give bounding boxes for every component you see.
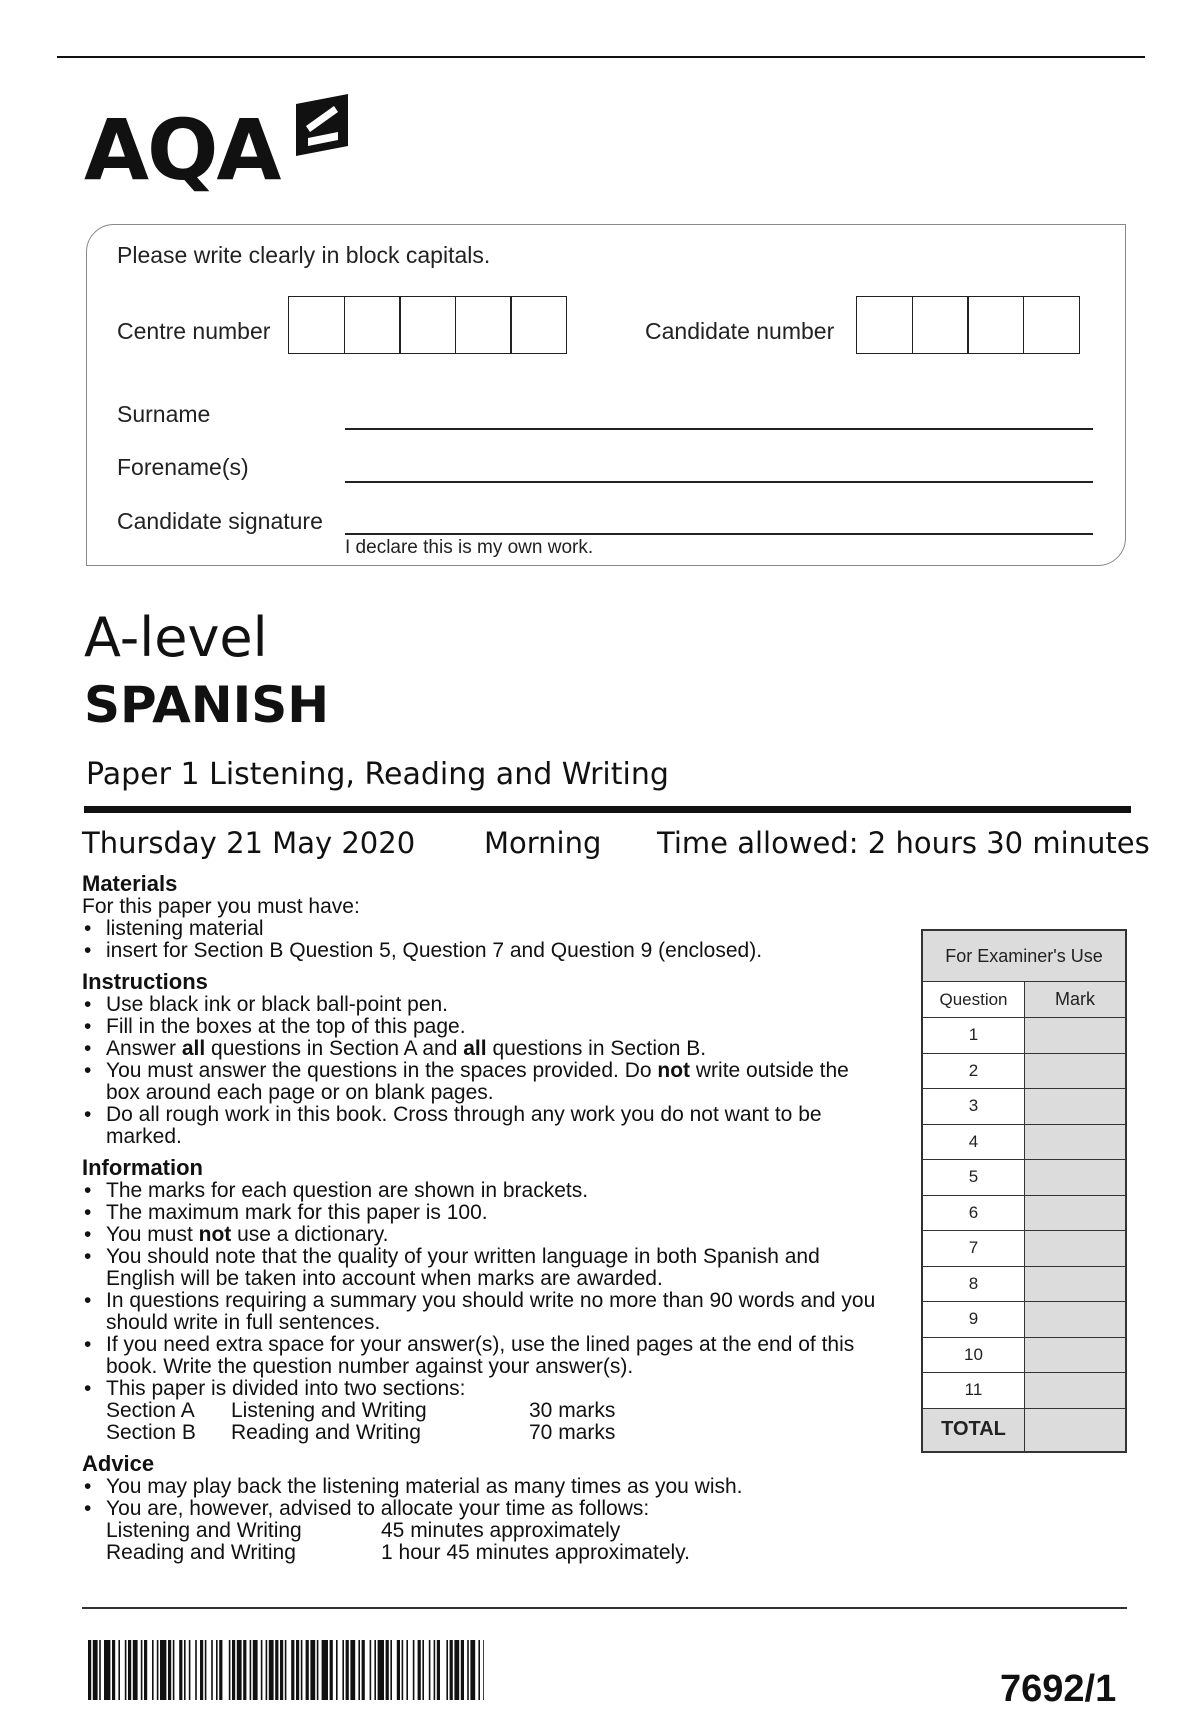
emphasis: all bbox=[181, 1037, 206, 1060]
section-title: Listening and Writing bbox=[231, 1399, 427, 1422]
advice-heading: Advice bbox=[82, 1451, 155, 1476]
total-mark-cell[interactable] bbox=[1025, 1409, 1125, 1451]
mark-cell[interactable] bbox=[1025, 1302, 1125, 1337]
timing-part: Listening and Writing bbox=[106, 1519, 302, 1542]
text-run: You must bbox=[106, 1223, 199, 1246]
question-number: 2 bbox=[923, 1054, 1025, 1089]
table-row bbox=[923, 1160, 1125, 1196]
text-run: questions in Section B. bbox=[486, 1037, 707, 1060]
candidate-number-cell[interactable] bbox=[856, 296, 913, 354]
section-marks: 70 marks bbox=[529, 1421, 616, 1444]
table-row bbox=[923, 1373, 1125, 1409]
table-row bbox=[923, 1089, 1125, 1125]
text-run: use a dictionary. bbox=[231, 1223, 389, 1246]
table-row bbox=[923, 1054, 1125, 1090]
mark-cell[interactable] bbox=[1025, 1125, 1125, 1160]
mark-cell[interactable] bbox=[1025, 1338, 1125, 1373]
section-row bbox=[82, 1400, 882, 1422]
timing-value: 45 minutes approximately bbox=[381, 1519, 621, 1542]
materials-intro: For this paper you must have: bbox=[82, 895, 360, 918]
list-item: • listening material bbox=[82, 918, 882, 940]
mark-cell[interactable] bbox=[1025, 1054, 1125, 1089]
timing-value: 1 hour 45 minutes approximately. bbox=[381, 1541, 690, 1564]
centre-number-boxes bbox=[288, 296, 567, 354]
surname-field[interactable] bbox=[345, 428, 1093, 430]
mark-cell[interactable] bbox=[1025, 1267, 1125, 1302]
list-item: • The maximum mark for this paper is 100. bbox=[82, 1202, 882, 1224]
question-number: 4 bbox=[923, 1125, 1025, 1160]
sections-table bbox=[82, 1400, 882, 1444]
instructions-list bbox=[82, 994, 882, 1148]
qualification-level: A-level bbox=[84, 606, 268, 669]
mark-column-header: Mark bbox=[1055, 989, 1095, 1009]
list-item: • Fill in the boxes at the top of this page. bbox=[82, 1016, 882, 1038]
mark-cell[interactable] bbox=[1025, 1089, 1125, 1124]
question-number: 6 bbox=[923, 1196, 1025, 1231]
question-number: 1 bbox=[923, 1018, 1025, 1053]
list-item: • This paper is divided into two sections: bbox=[82, 1378, 882, 1400]
list-item: • Use black ink or black ball-point pen. bbox=[82, 994, 882, 1016]
section-name: Section B bbox=[106, 1421, 196, 1444]
list-item: • You should note that the quality of your written language in both Spanish and English will be taken into account when marks are awarded. bbox=[82, 1246, 882, 1290]
advice-list bbox=[82, 1476, 882, 1520]
timing-part: Reading and Writing bbox=[106, 1541, 296, 1564]
candidate-number-cell[interactable] bbox=[967, 296, 1024, 354]
top-rule bbox=[57, 56, 1145, 58]
candidate-number-cell[interactable] bbox=[1023, 296, 1080, 354]
section-name: Section A bbox=[106, 1399, 195, 1422]
emphasis: not bbox=[198, 1223, 232, 1246]
candidate-number-boxes bbox=[856, 296, 1080, 354]
timing-row bbox=[82, 1542, 882, 1564]
examiner-use-table bbox=[921, 929, 1127, 1453]
table-row bbox=[923, 1267, 1125, 1303]
exam-rubric bbox=[82, 872, 882, 1564]
information-list bbox=[82, 1180, 882, 1400]
list-item bbox=[82, 1038, 882, 1060]
total-label: TOTAL bbox=[923, 1409, 1025, 1451]
exam-date: Thursday 21 May 2020 bbox=[82, 826, 416, 860]
text-run: questions in Section A and bbox=[205, 1037, 464, 1060]
block-capitals-instruction: Please write clearly in block capitals. bbox=[117, 242, 491, 268]
mark-cell[interactable] bbox=[1025, 1160, 1125, 1195]
total-row bbox=[923, 1409, 1125, 1451]
table-row bbox=[923, 1338, 1125, 1374]
mark-cell[interactable] bbox=[1025, 1373, 1125, 1408]
title-rule bbox=[84, 806, 1131, 813]
list-item: • You are, however, advised to allocate your time as follows: bbox=[82, 1498, 882, 1520]
centre-number-cell[interactable] bbox=[344, 296, 401, 354]
mark-cell[interactable] bbox=[1025, 1231, 1125, 1266]
list-item: • Do all rough work in this book. Cross through any work you do not want to be marked. bbox=[82, 1104, 882, 1148]
table-row bbox=[923, 1196, 1125, 1232]
centre-number-cell[interactable] bbox=[510, 296, 567, 354]
timing-row bbox=[82, 1520, 882, 1542]
forenames-label: Forename(s) bbox=[117, 454, 249, 480]
question-number: 11 bbox=[923, 1373, 1025, 1408]
mark-cell[interactable] bbox=[1025, 1196, 1125, 1231]
question-number: 10 bbox=[923, 1338, 1025, 1373]
exam-session: Morning bbox=[484, 826, 602, 860]
list-item bbox=[82, 1060, 882, 1104]
signature-field[interactable] bbox=[345, 533, 1093, 535]
question-number: 5 bbox=[923, 1160, 1025, 1195]
declaration-text: I declare this is my own work. bbox=[345, 537, 594, 558]
table-row bbox=[923, 1018, 1125, 1054]
section-marks: 30 marks bbox=[529, 1399, 616, 1422]
surname-label: Surname bbox=[117, 401, 211, 427]
materials-list bbox=[82, 918, 882, 962]
question-number: 3 bbox=[923, 1089, 1025, 1124]
table-row bbox=[923, 1302, 1125, 1338]
information-heading: Information bbox=[82, 1155, 203, 1180]
question-number: 9 bbox=[923, 1302, 1025, 1337]
list-item: • If you need extra space for your answer(s), use the lined pages at the end of this book. Write the question number against your answer(s). bbox=[82, 1334, 882, 1378]
paper-title: Paper 1 Listening, Reading and Writing bbox=[86, 757, 669, 792]
time-allowed: Time allowed: 2 hours 30 minutes bbox=[657, 826, 1150, 860]
paper-code: 7692/1 bbox=[1000, 1668, 1117, 1710]
barcode-icon bbox=[88, 1640, 484, 1700]
list-item: • You may play back the listening material as many times as you wish. bbox=[82, 1476, 882, 1498]
list-item: • The marks for each question are shown in brackets. bbox=[82, 1180, 882, 1202]
instructions-heading: Instructions bbox=[82, 969, 208, 994]
examiner-table-header bbox=[923, 982, 1125, 1018]
table-row bbox=[923, 1125, 1125, 1161]
centre-number-cell[interactable] bbox=[399, 296, 456, 354]
list-item bbox=[82, 1224, 882, 1246]
mark-cell[interactable] bbox=[1025, 1018, 1125, 1053]
candidate-number-label: Candidate number bbox=[645, 318, 835, 344]
candidate-number-cell[interactable] bbox=[912, 296, 969, 354]
question-column-header: Question bbox=[923, 982, 1025, 1017]
aqa-logo-mark-icon bbox=[292, 92, 352, 158]
materials-heading: Materials bbox=[82, 871, 178, 896]
bottom-rule bbox=[82, 1607, 1127, 1609]
list-item: • In questions requiring a summary you should write no more than 90 words and you should write in full sentences. bbox=[82, 1290, 882, 1334]
table-row bbox=[923, 1231, 1125, 1267]
section-title: Reading and Writing bbox=[231, 1421, 421, 1444]
centre-number-label: Centre number bbox=[117, 318, 271, 344]
question-number: 7 bbox=[923, 1231, 1025, 1266]
emphasis: not bbox=[657, 1059, 691, 1082]
emphasis: all bbox=[463, 1037, 487, 1060]
subject-title: SPANISH bbox=[84, 676, 330, 734]
text-run: write outside the box around each page or on blank pages. bbox=[106, 1059, 849, 1104]
forenames-field[interactable] bbox=[345, 481, 1093, 483]
centre-number-cell[interactable] bbox=[288, 296, 345, 354]
centre-number-cell[interactable] bbox=[455, 296, 512, 354]
section-row bbox=[82, 1422, 882, 1444]
list-item: • insert for Section B Question 5, Question 7 and Question 9 (enclosed). bbox=[82, 940, 882, 962]
examiner-table-title: For Examiner's Use bbox=[923, 931, 1125, 982]
question-number: 8 bbox=[923, 1267, 1025, 1302]
text-run: You must answer the questions in the spaces provided. Do bbox=[106, 1059, 658, 1082]
aqa-logo: AQA bbox=[84, 101, 280, 199]
text-run: Answer bbox=[106, 1037, 182, 1060]
signature-label: Candidate signature bbox=[117, 508, 323, 534]
